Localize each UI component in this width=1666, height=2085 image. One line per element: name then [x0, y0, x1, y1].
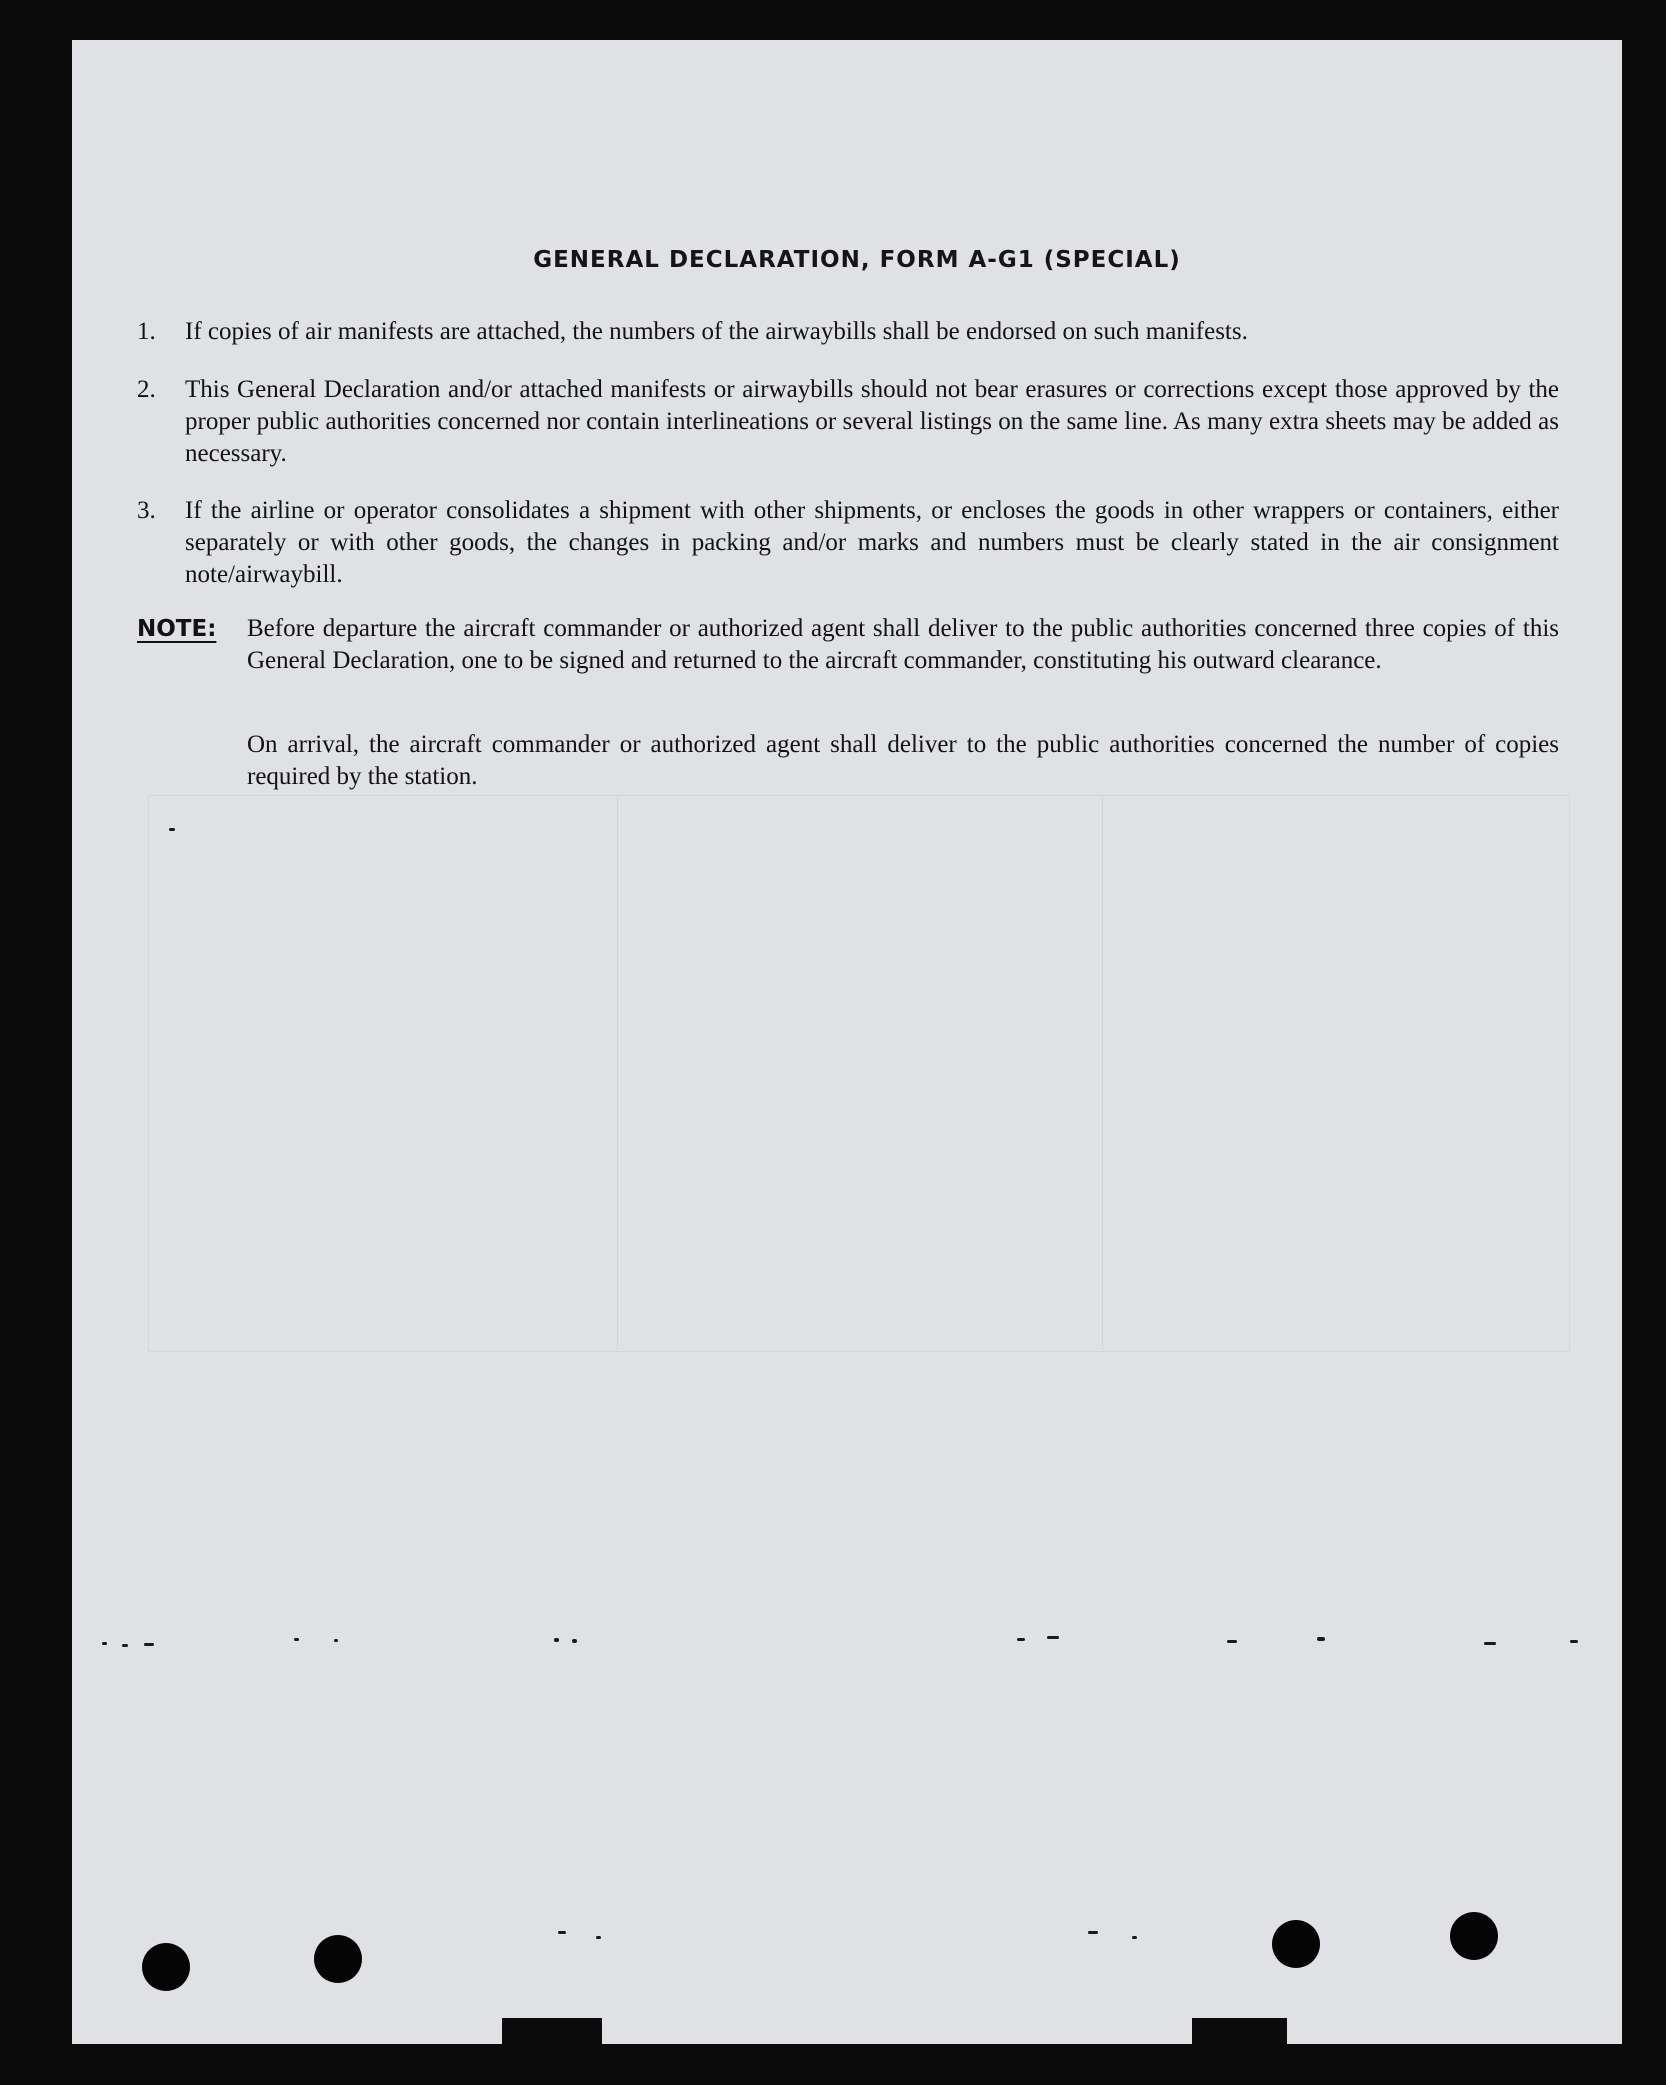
- speck: [1047, 1636, 1059, 1639]
- item-number: 1.: [137, 318, 156, 345]
- speck: [1570, 1640, 1578, 1643]
- note-paragraph: Before departure the aircraft commander or authorized agent shall deliver to the public authorities concerned three copies of this General Declaration, one to be signed and returned to the aircraft commander, constituting his outward clearance.: [247, 615, 1559, 674]
- speck: [102, 1642, 107, 1645]
- punch-hole: [1272, 1920, 1320, 1968]
- punch-hole: [1450, 1912, 1498, 1960]
- speck: [334, 1639, 338, 1642]
- speck: [1088, 1931, 1098, 1934]
- speck: [144, 1643, 154, 1646]
- speck: [572, 1639, 577, 1643]
- item-text: If copies of air manifests are attached, the numbers of the airwaybills shall be endorsed on such manifests.: [185, 318, 1248, 345]
- speck: [1484, 1642, 1496, 1645]
- note-paragraph: On arrival, the aircraft commander or authorized agent shall deliver to the public authorities concerned the number of copies required by the station.: [247, 731, 1559, 790]
- bleed-through-divider: [1102, 795, 1103, 1350]
- speck: [1017, 1638, 1025, 1641]
- item-number: 2.: [137, 376, 156, 403]
- note-label: NOTE:: [137, 616, 217, 642]
- speck: [1317, 1637, 1325, 1641]
- binding-mark: [1192, 2018, 1287, 2044]
- speck: [122, 1644, 128, 1647]
- bleed-through-divider: [617, 795, 618, 1350]
- speck: [596, 1936, 601, 1939]
- speck: [1132, 1936, 1137, 1939]
- item-text: If the airline or operator consolidates a shipment with other shipments, or encloses the goods in other wrappers or containers, either separately or with other goods, the changes in packing and/or marks and numbers must be clearly stated in the air consignment note/airwaybill.: [185, 497, 1559, 588]
- binding-mark: [502, 2018, 602, 2044]
- punch-hole: [142, 1943, 190, 1991]
- item-text: This General Declaration and/or attached manifests or airwaybills should not bear erasures or corrections except those approved by the proper public authorities concerned nor contain interlineations or several listings on the same line. As many extra sheets may be added as necessary.: [185, 376, 1559, 467]
- speck: [554, 1638, 559, 1642]
- bleed-through-table: [148, 795, 1570, 1352]
- item-number: 3.: [137, 497, 156, 524]
- form-title: GENERAL DECLARATION, FORM A-G1 (SPECIAL): [533, 247, 1181, 273]
- speck: [558, 1931, 566, 1934]
- speck: [294, 1638, 299, 1641]
- speck: [1227, 1640, 1237, 1643]
- document-page: [72, 40, 1622, 2044]
- speck: [169, 828, 175, 831]
- punch-hole: [314, 1935, 362, 1983]
